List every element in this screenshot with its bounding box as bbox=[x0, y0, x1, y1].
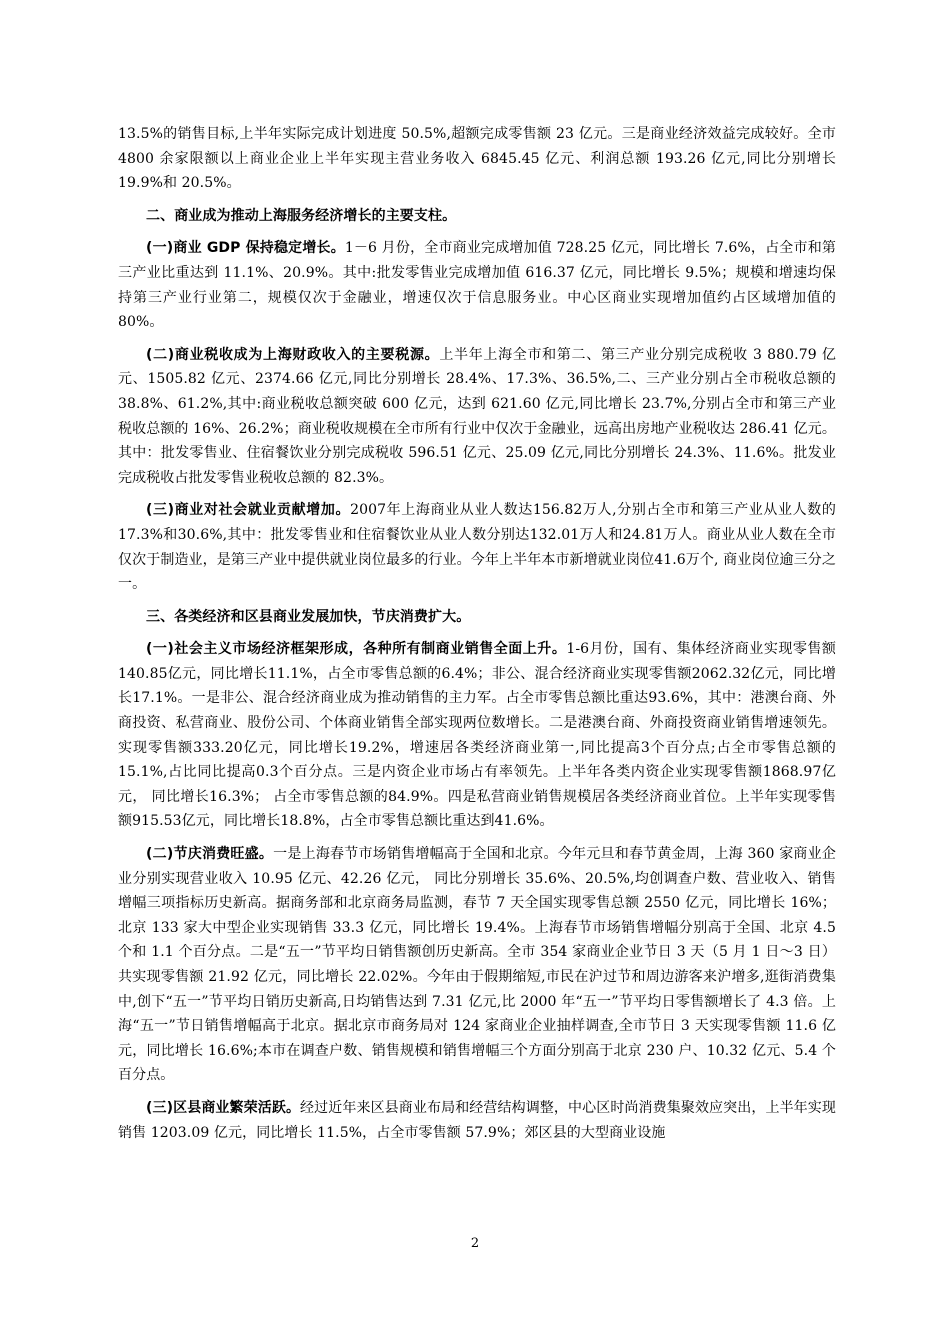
paragraph-2-3 bbox=[118, 498, 836, 596]
paragraph-lead: (一)商业 GDP 保持稳定增长。 bbox=[146, 240, 345, 257]
paragraph-text: 1－6 月份，全市商业完成增加值 728.25 亿元，同比增长 7.6%，占全市和第三产业比重达到 11.1%、20.9%。其中:批发零售业完成增加值 616.37 亿元，同比增长 9.5%；规模和增速均保持第三产业行业第二，规模仅次于金融业，增速仅次于信息服务业。中心区商业实现增加值约占区域增加值的 80%。 bbox=[118, 240, 836, 331]
paragraph-lead: (二)商业税收成为上海财政收入的主要税源。 bbox=[146, 346, 440, 363]
paragraph-3-1 bbox=[118, 637, 836, 834]
paragraph-1 bbox=[118, 122, 836, 196]
paragraph-lead: (二)节庆消费旺盛。 bbox=[146, 846, 274, 863]
paragraph-2-1 bbox=[118, 236, 836, 334]
section-heading-2: 二、商业成为推动上海服务经济增长的主要支柱。 bbox=[146, 207, 457, 224]
paragraph-3-3 bbox=[118, 1096, 836, 1145]
paragraph-lead: (一)社会主义市场经济框架形成，各种所有制商业销售全面上升。 bbox=[146, 641, 567, 658]
paragraph-text: 1-6月份，国有、集体经济商业实现零售额140.85亿元，同比增长11.1%，占全市零售总额的6.4%；非公、混合经济商业实现零售额2062.32亿元，同比增长17.1%。一是非公、混合经济商业成为推动销售的主力军。占全市零售总额比重达93.6%，其中：港澳台商、外商投资、私营商业、股份公司、个体商业销售全部实现两位数增长。二是港澳台商、外商投资商业销售增速领先。实现零售额333.20亿元，同比增长19.2%，增速居各类经济商业第一,同比提高3个百分点;占全市零售总额的15.1%,占比同比提高0.3个百分点。三是内资企业市场占有率领先。上半年各类内资企业实现零售额1868.97亿元， 同比增长16.3%； 占全市零售总额的84.9%。四是私营商业销售规模居各类经济商业首位。上半年实现零售额915.53亿元，同比增长18.8%，占全市零售总额比重达到41.6%。 bbox=[118, 641, 836, 830]
paragraph-text: 一是上海春节市场销售增幅高于全国和北京。今年元旦和春节黄金周，上海 360 家商业企业分别实现营业收入 10.95 亿元、42.26 亿元， 同比分别增长 35.6%、20.5%,均创调查户数、营业收入、销售增幅三项指标历史新高。据商务部和北京商务局监测，春节 7 天全国实现零售总额 2550 亿元，同比增长 16%；北京 133 家大中型企业实现销售 33.3 亿元，同比增长 19.4%。上海春节市场销售增幅分别高于全国、北京 4.5 个和 1.1 个百分点。二是“五一”节平均日销售额创历史新高。全市 354 家商业企业节日 3 天（5 月 1 日～3 日）共实现零售额 21.92 亿元，同比增长 22.02%。今年由于假期缩短,市民在沪过节和周边游客来沪增多,逛街消费集中,创下“五一”节平均日销历史新高,日均销售达到 7.31 亿元,比 2000 年“五一”节平均日零售额增长了 4.3 倍。上海“五一”节日销售增幅高于北京。据北京市商务局对 124 家商业企业抽样调查,全市节日 3 天实现零售额 11.6 亿元，同比增长 16.6%;本市在调查户数、销售规模和销售增幅三个方面分别高于北京 230 户、10.32 亿元、5.4 个百分点。 bbox=[118, 846, 836, 1084]
paragraph-lead: (三)商业对社会就业贡献增加。 bbox=[146, 502, 351, 519]
page-number: 2 bbox=[470, 1236, 480, 1251]
paragraph-3-2 bbox=[118, 842, 836, 1088]
paragraph-text: 13.5%的销售目标,上半年实际完成计划进度 50.5%,超额完成零售额 23 亿元。三是商业经济效益完成较好。全市 4800 余家限额以上商业企业上半年实现主营业务收入 6845.45 亿元、利润总额 193.26 亿元,同比分别增长 19.9%和 20.5%。 bbox=[118, 126, 836, 192]
document-body bbox=[118, 122, 836, 1153]
paragraph-text: 2007年上海商业从业人数达156.82万人,分别占全市和第三产业从业人数的17.3%和30.6%,其中：批发零售业和住宿餐饮业从业人数分别达132.01万人和24.81万人。商业从业人数在全市仅次于制造业，是第三产业中提供就业岗位最多的行业。今年上半年本市新增就业岗位41.6万个, 商业岗位逾三分之一。 bbox=[118, 502, 837, 593]
section-heading-3: 三、各类经济和区县商业发展加快，节庆消费扩大。 bbox=[146, 608, 471, 625]
paragraph-2-2 bbox=[118, 343, 836, 491]
paragraph-text: 上半年上海全市和第二、第三产业分别完成税收 3 880.79 亿元、1505.82 亿元、2374.66 亿元,同比分别增长 28.4%、17.3%、36.5%,二、三产业分别占全市税收总额的 38.8%、61.2%,其中:商业税收总额突破 600 亿元，达到 621.60 亿元,同比增长 23.7%,分别占全市和第三产业税收总额的 16%、26.2%；商业税收规模在全市所有行业中仅次于金融业，远高出房地产业税收达 286.41 亿元。其中：批发零售业、住宿餐饮业分别完成税收 596.51 亿元、25.09 亿元,同比分别增长 24.3%、11.6%。批发业完成税收占批发零售业税收总额的 82.3%。 bbox=[118, 346, 836, 486]
paragraph-text: 经过近年来区县商业布局和经营结构调整，中心区时尚消费集聚效应突出，上半年实现销售 1203.09 亿元，同比增长 11.5%，占全市零售额 57.9%；郊区县的大型商业设施 bbox=[118, 1099, 836, 1141]
paragraph-lead: (三)区县商业繁荣活跃。 bbox=[146, 1099, 301, 1116]
